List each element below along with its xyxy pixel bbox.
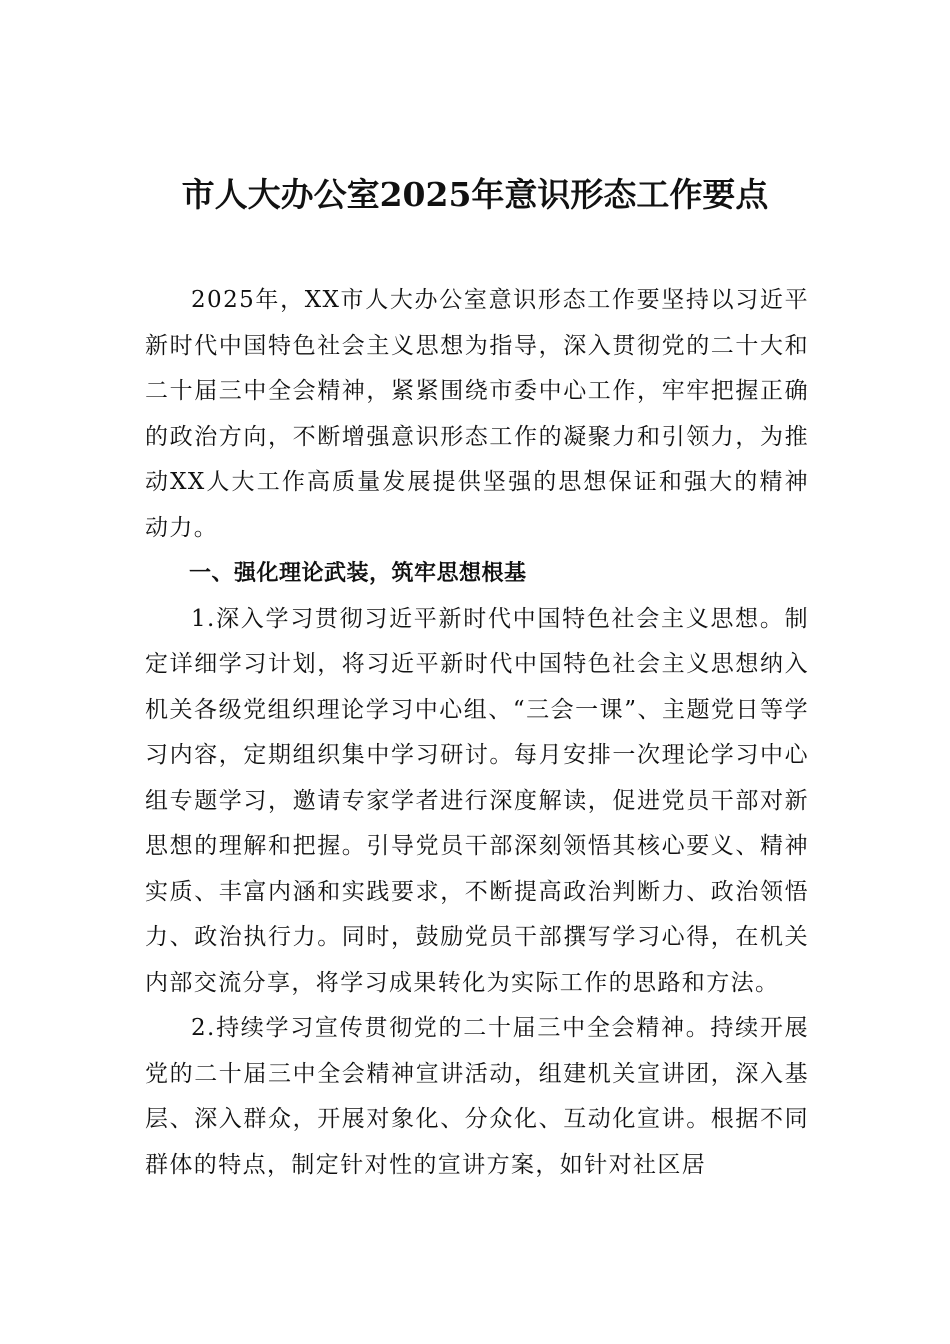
- section-item-2: 2.持续学习宣传贯彻党的二十届三中全会精神。持续开展党的二十届三中全会精神宣讲活动，组建机关宣讲团，深入基层、深入群众，开展对象化、分众化、互动化宣讲。根据不同群体的特点，制定针对性的宣讲方案，如针对社区居: [145, 1015, 809, 1178]
- intro-paragraph: 2025年，XX市人大办公室意识形态工作要坚持以习近平新时代中国特色社会主义思想为指导，深入贯彻党的二十大和二十届三中全会精神，紧紧围绕市委中心工作，牢牢把握正确的政治方向，不断增强意识形态工作的凝聚力和引领力，为推动XX人大工作高质量发展提供坚强的思想保证和强大的精神动力。: [145, 287, 809, 541]
- section-item-1: 1.深入学习贯彻习近平新时代中国特色社会主义思想。制定详细学习计划，将习近平新时代中国特色社会主义思想纳入机关各级党组织理论学习中心组、“三会一课”、主题党日等学习内容，定期组织集中学习研讨。每月安排一次理论学习中心组专题学习，邀请专家学者进行深度解读，促进党员干部对新思想的理解和把握。引导党员干部深刻领悟其核心要义、精神实质、丰富内涵和实践要求，不断提高政治判断力、政治领悟力、政治执行力。同时，鼓励党员干部撰写学习心得，在机关内部交流分享，将学习成果转化为实际工作的思路和方法。: [145, 605, 809, 996]
- document-title: 市人大办公室2025年意识形态工作要点: [181, 175, 769, 214]
- section-heading: 一、强化理论武装，筑牢思想根基: [189, 561, 527, 586]
- document-body: [145, 278, 809, 1188]
